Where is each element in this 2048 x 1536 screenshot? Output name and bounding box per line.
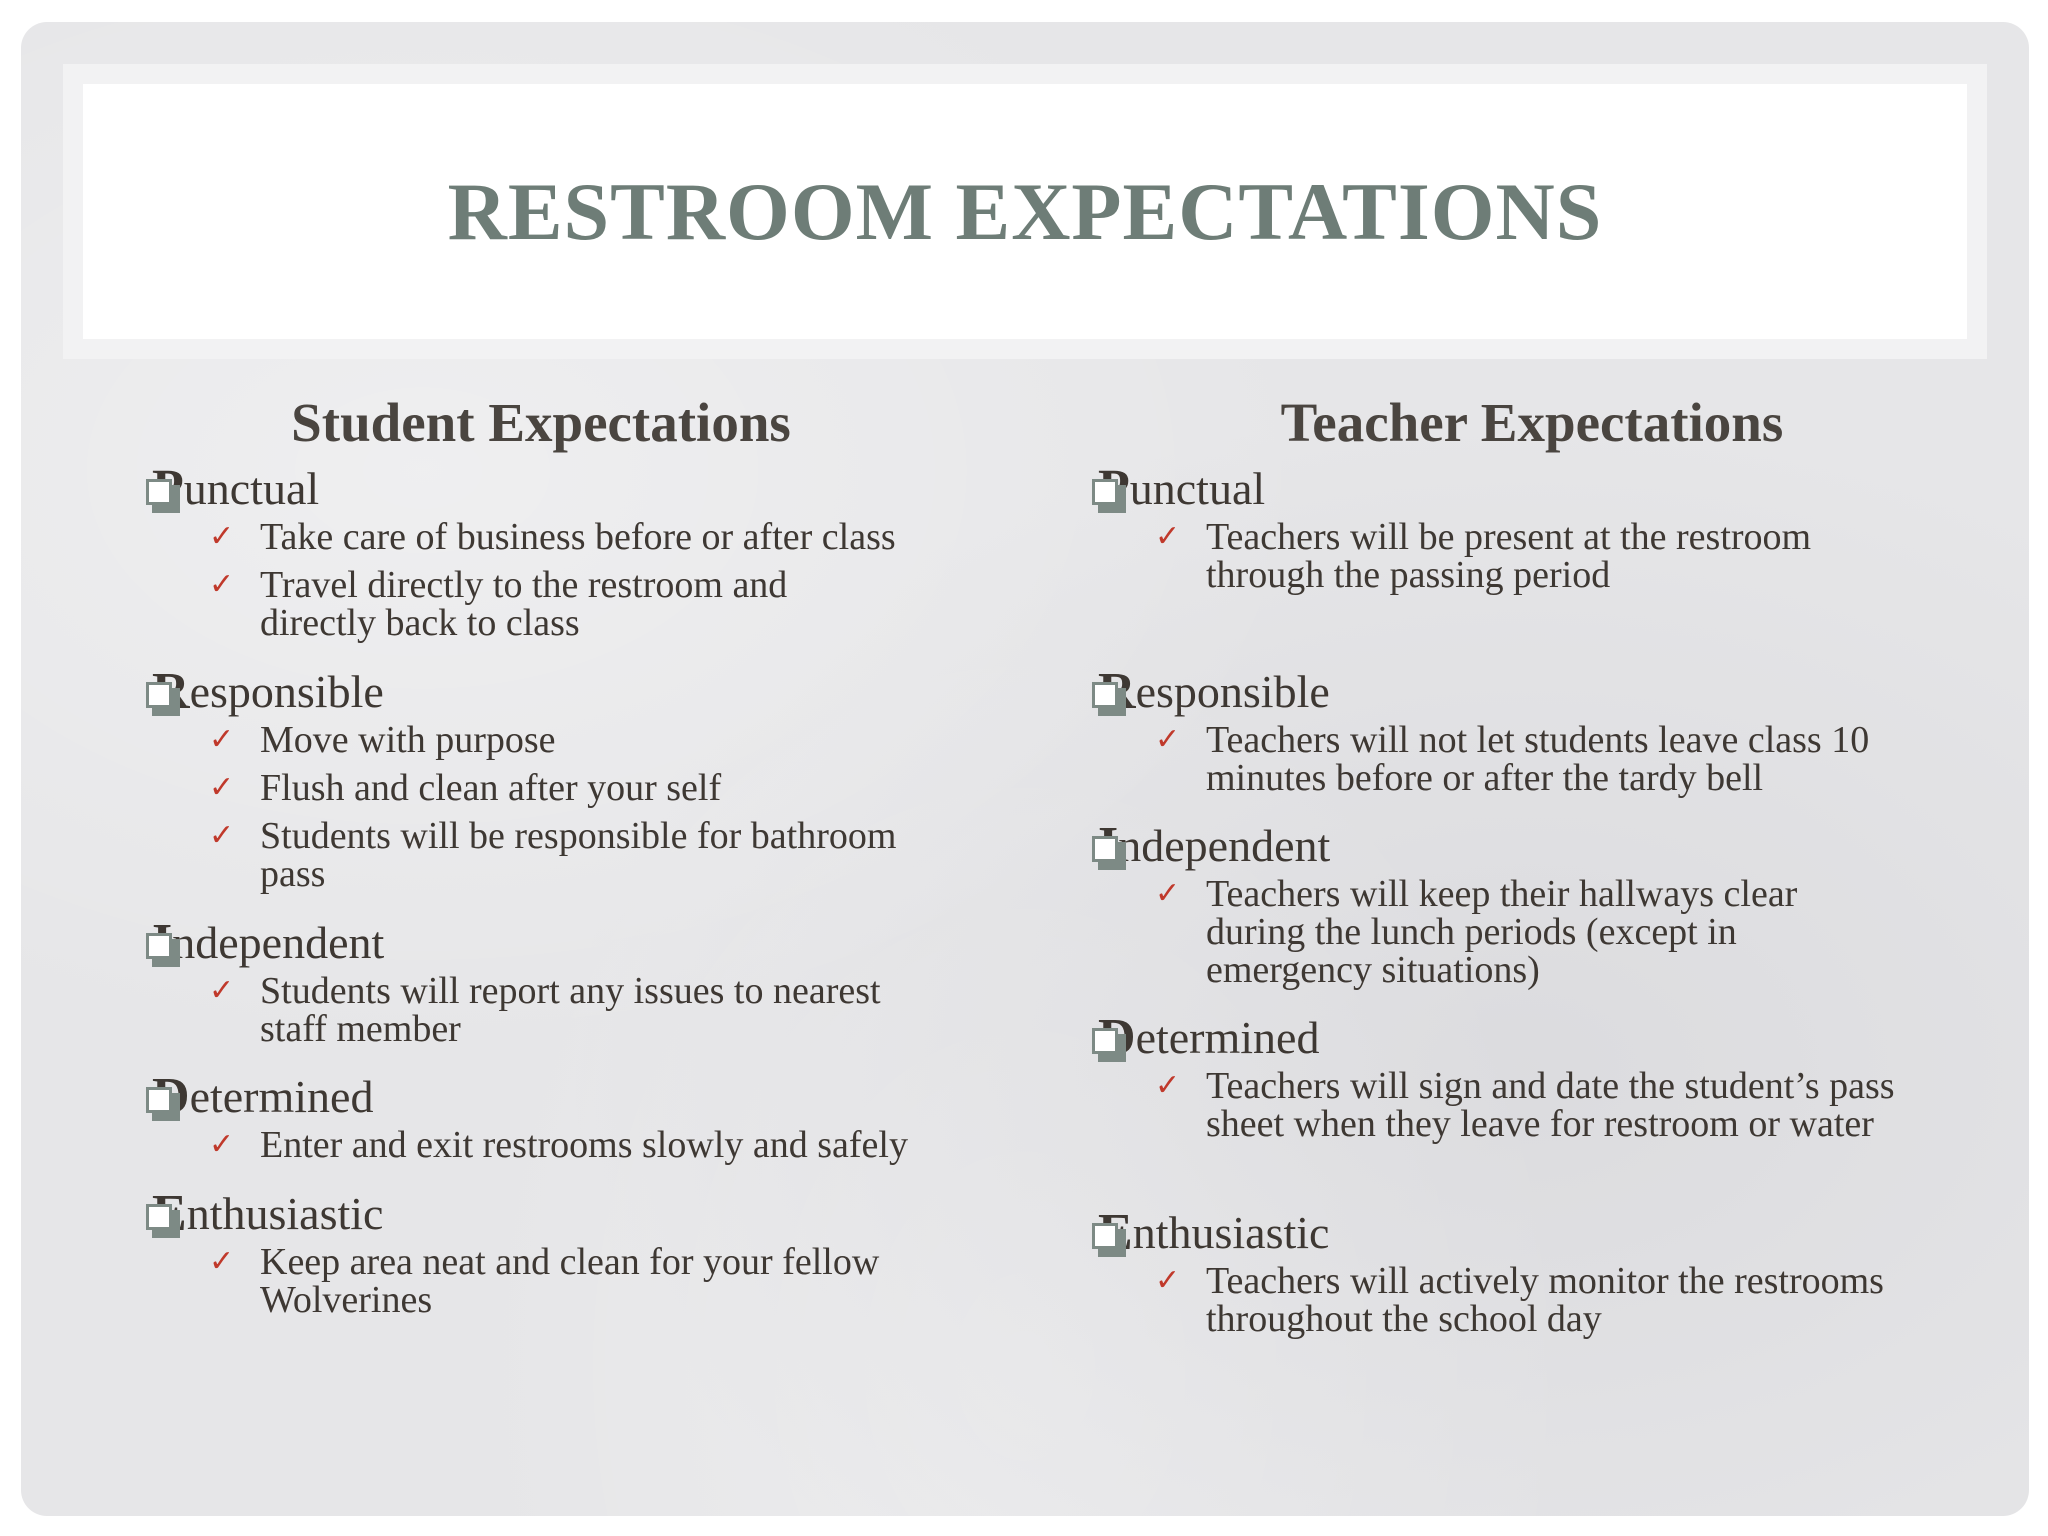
key-rest: esponsible bbox=[1135, 665, 1330, 717]
key-rest: unctual bbox=[183, 462, 320, 514]
list-item: ✓ Teachers will sign and date the student’s pass sheet when they leave for restroom or water bbox=[1155, 1065, 1895, 1145]
teacher-column bbox=[1092, 390, 1972, 1390]
list-item: ✓ Teachers will actively monitor the restrooms throughout the school day bbox=[1155, 1260, 1884, 1340]
list-item: ✓ Teachers will keep their hallways clear during the lunch periods (except in emergency situations) bbox=[1155, 873, 1798, 991]
list-item: ✓ Enter and exit restrooms slowly and safely bbox=[209, 1124, 908, 1166]
slide-title: RESTROOM EXPECTATIONS bbox=[447, 165, 1603, 257]
key-initial: P bbox=[152, 459, 184, 517]
item-list bbox=[1092, 1067, 1972, 1143]
checkmark-icon: ✓ bbox=[209, 567, 235, 602]
teacher-heading: Teacher Expectations bbox=[1280, 392, 1784, 453]
checkmark-icon: ✓ bbox=[209, 818, 235, 853]
key-initial: E bbox=[152, 1184, 187, 1242]
group-key bbox=[146, 1183, 986, 1243]
group-key bbox=[1092, 1202, 1972, 1262]
list-item: ✓ Travel directly to the restroom and directly back to class bbox=[209, 564, 788, 644]
group-key bbox=[146, 912, 986, 972]
item-list bbox=[1092, 721, 1972, 797]
group-key bbox=[146, 661, 986, 721]
item-list bbox=[1092, 1262, 1972, 1338]
item-list bbox=[146, 1126, 986, 1164]
key-rest: nthusiastic bbox=[186, 1187, 384, 1239]
group-key bbox=[1092, 815, 1972, 875]
item-list bbox=[146, 721, 986, 893]
student-group-determined bbox=[146, 1066, 986, 1174]
list-item: ✓ Keep area neat and clean for your fellow Wolverines bbox=[209, 1241, 880, 1321]
checkmark-icon: ✓ bbox=[209, 1244, 235, 1279]
checkmark-icon: ✓ bbox=[1155, 722, 1181, 757]
key-initial: I bbox=[1098, 816, 1119, 874]
key-initial: P bbox=[1098, 459, 1130, 517]
list-item: ✓ Teachers will be present at the restroom through the passing period bbox=[1155, 516, 1812, 596]
student-heading: Student Expectations bbox=[291, 392, 791, 453]
key-rest: esponsible bbox=[189, 665, 384, 717]
student-group-independent bbox=[146, 912, 986, 1058]
key-rest: ndependent bbox=[172, 916, 385, 968]
student-group-responsible bbox=[146, 661, 986, 903]
teacher-group-determined bbox=[1092, 1007, 1972, 1153]
list-item: ✓ Students will report any issues to nearest staff member bbox=[209, 970, 881, 1050]
item-list bbox=[1092, 875, 1972, 989]
student-group-enthusiastic bbox=[146, 1183, 986, 1329]
group-key bbox=[1092, 458, 1972, 518]
key-initial: E bbox=[1098, 1203, 1133, 1261]
item-list bbox=[1092, 518, 1972, 594]
list-item: ✓ Teachers will not let students leave class 10 minutes before or after the tardy bell bbox=[1155, 719, 1870, 799]
key-initial: D bbox=[152, 1067, 190, 1125]
group-key bbox=[146, 1066, 986, 1126]
list-item: ✓ Take care of business before or after class bbox=[209, 516, 896, 558]
checkmark-icon: ✓ bbox=[1155, 876, 1181, 911]
group-key bbox=[1092, 661, 1972, 721]
list-item: ✓ Students will be responsible for bathroom pass bbox=[209, 815, 897, 895]
item-list bbox=[146, 518, 986, 642]
group-key bbox=[1092, 1007, 1972, 1067]
key-rest: nthusiastic bbox=[1132, 1206, 1330, 1258]
checkmark-icon: ✓ bbox=[1155, 519, 1181, 554]
student-column bbox=[146, 390, 986, 1370]
list-item: ✓ Flush and clean after your self bbox=[209, 767, 722, 809]
checkmark-icon: ✓ bbox=[209, 519, 235, 554]
key-rest: etermined bbox=[189, 1070, 374, 1122]
group-key bbox=[146, 458, 986, 518]
teacher-group-enthusiastic bbox=[1092, 1202, 1972, 1348]
slide bbox=[21, 22, 2029, 1516]
key-initial: I bbox=[152, 913, 173, 971]
title-box bbox=[83, 84, 1967, 339]
key-initial: R bbox=[1098, 662, 1136, 720]
item-list bbox=[146, 1243, 986, 1319]
checkmark-icon: ✓ bbox=[209, 1127, 235, 1162]
checkmark-icon: ✓ bbox=[209, 722, 235, 757]
key-initial: R bbox=[152, 662, 190, 720]
key-initial: D bbox=[1098, 1008, 1136, 1066]
key-rest: etermined bbox=[1135, 1011, 1320, 1063]
checkmark-icon: ✓ bbox=[1155, 1263, 1181, 1298]
checkmark-icon: ✓ bbox=[209, 973, 235, 1008]
key-rest: ndependent bbox=[1118, 819, 1331, 871]
teacher-group-independent bbox=[1092, 815, 1972, 999]
list-item: ✓ Move with purpose bbox=[209, 719, 556, 761]
student-group-punctual bbox=[146, 458, 986, 652]
checkmark-icon: ✓ bbox=[209, 770, 235, 805]
checkmark-icon: ✓ bbox=[1155, 1068, 1181, 1103]
key-rest: unctual bbox=[1129, 462, 1266, 514]
item-list bbox=[146, 972, 986, 1048]
teacher-group-responsible bbox=[1092, 661, 1972, 807]
teacher-group-punctual bbox=[1092, 458, 1972, 604]
